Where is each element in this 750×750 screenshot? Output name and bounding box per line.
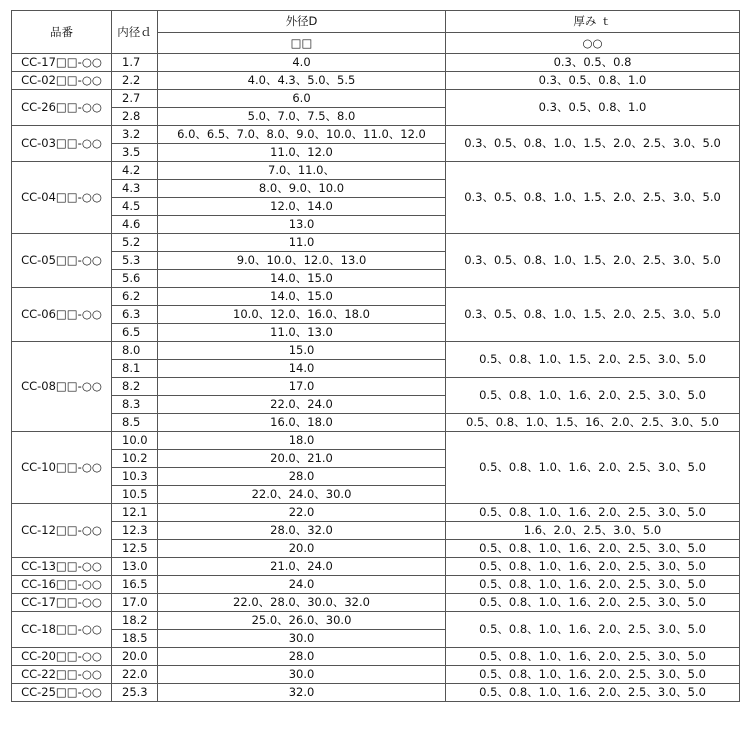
inner-diameter-cell: 6.2 [112,288,158,306]
inner-diameter-cell: 3.2 [112,126,158,144]
inner-diameter-cell: 12.1 [112,504,158,522]
outer-diameter-cell: 11.0 [158,234,446,252]
thickness-cell: 0.5、0.8、1.0、1.6、2.0、2.5、3.0、5.0 [446,558,740,576]
thickness-cell: 0.5、0.8、1.0、1.6、2.0、2.5、3.0、5.0 [446,612,740,648]
outer-diameter-cell: 9.0、10.0、12.0、13.0 [158,252,446,270]
outer-diameter-cell: 5.0、7.0、7.5、8.0 [158,108,446,126]
inner-diameter-cell: 12.3 [112,522,158,540]
thickness-cell: 0.3、0.5、0.8、1.0 [446,72,740,90]
inner-diameter-cell: 10.3 [112,468,158,486]
thickness-cell: 0.5、0.8、1.0、1.6、2.0、2.5、3.0、5.0 [446,432,740,504]
part-number-cell: CC-17□□-○○ [12,54,112,72]
thickness-cell: 0.5、0.8、1.0、1.5、16、2.0、2.5、3.0、5.0 [446,414,740,432]
outer-diameter-cell: 12.0、14.0 [158,198,446,216]
header-part-no: 品番 [12,11,112,54]
outer-diameter-cell: 20.0 [158,540,446,558]
table-row [12,576,740,594]
inner-diameter-cell: 4.2 [112,162,158,180]
part-number-cell: CC-10□□-○○ [12,432,112,504]
inner-diameter-cell: 4.3 [112,180,158,198]
outer-diameter-cell: 14.0 [158,360,446,378]
inner-diameter-cell: 18.5 [112,630,158,648]
outer-diameter-cell: 22.0、24.0、30.0 [158,486,446,504]
inner-diameter-cell: 8.3 [112,396,158,414]
outer-diameter-cell: 17.0 [158,378,446,396]
table-row [12,522,740,540]
thickness-cell: 0.5、0.8、1.0、1.6、2.0、2.5、3.0、5.0 [446,540,740,558]
outer-diameter-cell: 6.0 [158,90,446,108]
part-number-cell: CC-18□□-○○ [12,612,112,648]
table-row [12,126,740,144]
inner-diameter-cell: 1.7 [112,54,158,72]
thickness-cell: 0.3、0.5、0.8、1.0、1.5、2.0、2.5、3.0、5.0 [446,234,740,288]
table-body [12,54,740,702]
inner-diameter-cell: 18.2 [112,612,158,630]
part-number-cell: CC-12□□-○○ [12,504,112,558]
outer-diameter-cell: 11.0、12.0 [158,144,446,162]
outer-diameter-cell: 10.0、12.0、16.0、18.0 [158,306,446,324]
inner-diameter-cell: 22.0 [112,666,158,684]
table-header [12,11,740,54]
table-row [12,234,740,252]
table-row [12,414,740,432]
thickness-cell: 0.5、0.8、1.0、1.6、2.0、2.5、3.0、5.0 [446,576,740,594]
table-row [12,288,740,306]
thickness-cell: 0.3、0.5、0.8、1.0 [446,90,740,126]
part-number-cell: CC-22□□-○○ [12,666,112,684]
part-number-cell: CC-16□□-○○ [12,576,112,594]
thickness-cell: 0.5、0.8、1.0、1.6、2.0、2.5、3.0、5.0 [446,666,740,684]
outer-diameter-cell: 11.0、13.0 [158,324,446,342]
table-row [12,54,740,72]
outer-diameter-cell: 14.0、15.0 [158,270,446,288]
outer-diameter-cell: 16.0、18.0 [158,414,446,432]
table-row [12,684,740,702]
inner-diameter-cell: 4.5 [112,198,158,216]
part-number-cell: CC-03□□-○○ [12,126,112,162]
header-thickness: 厚み ｔ [446,11,740,33]
table-row [12,558,740,576]
table-row [12,648,740,666]
inner-diameter-cell: 13.0 [112,558,158,576]
outer-diameter-cell: 24.0 [158,576,446,594]
inner-diameter-cell: 5.3 [112,252,158,270]
outer-diameter-cell: 20.0、21.0 [158,450,446,468]
inner-diameter-cell: 2.7 [112,90,158,108]
part-number-cell: CC-05□□-○○ [12,234,112,288]
inner-diameter-cell: 6.3 [112,306,158,324]
header-thickness-code: ○○ [446,33,740,54]
outer-diameter-cell: 22.0、28.0、30.0、32.0 [158,594,446,612]
inner-diameter-cell: 8.2 [112,378,158,396]
inner-diameter-cell: 5.2 [112,234,158,252]
thickness-cell: 0.3、0.5、0.8 [446,54,740,72]
inner-diameter-cell: 10.2 [112,450,158,468]
outer-diameter-cell: 30.0 [158,666,446,684]
thickness-cell: 0.3、0.5、0.8、1.0、1.5、2.0、2.5、3.0、5.0 [446,126,740,162]
header-outer-diameter-code: □□ [158,33,446,54]
part-number-cell: CC-20□□-○○ [12,648,112,666]
part-number-cell: CC-13□□-○○ [12,558,112,576]
outer-diameter-cell: 15.0 [158,342,446,360]
thickness-cell: 0.5、0.8、1.0、1.5、2.0、2.5、3.0、5.0 [446,342,740,378]
table-row [12,612,740,630]
thickness-cell: 0.3、0.5、0.8、1.0、1.5、2.0、2.5、3.0、5.0 [446,288,740,342]
inner-diameter-cell: 2.2 [112,72,158,90]
inner-diameter-cell: 10.5 [112,486,158,504]
part-number-cell: CC-25□□-○○ [12,684,112,702]
inner-diameter-cell: 8.5 [112,414,158,432]
part-number-cell: CC-06□□-○○ [12,288,112,342]
inner-diameter-cell: 8.1 [112,360,158,378]
table-row [12,342,740,360]
inner-diameter-cell: 20.0 [112,648,158,666]
spec-table [11,10,740,702]
inner-diameter-cell: 5.6 [112,270,158,288]
table-row [12,378,740,396]
outer-diameter-cell: 28.0 [158,468,446,486]
thickness-cell: 0.5、0.8、1.0、1.6、2.0、2.5、3.0、5.0 [446,378,740,414]
outer-diameter-cell: 30.0 [158,630,446,648]
table-row [12,72,740,90]
thickness-cell: 0.5、0.8、1.0、1.6、2.0、2.5、3.0、5.0 [446,684,740,702]
outer-diameter-cell: 4.0 [158,54,446,72]
outer-diameter-cell: 22.0、24.0 [158,396,446,414]
table-row [12,162,740,180]
outer-diameter-cell: 18.0 [158,432,446,450]
inner-diameter-cell: 6.5 [112,324,158,342]
table-row [12,504,740,522]
outer-diameter-cell: 7.0、11.0、 [158,162,446,180]
outer-diameter-cell: 14.0、15.0 [158,288,446,306]
thickness-cell: 0.5、0.8、1.0、1.6、2.0、2.5、3.0、5.0 [446,594,740,612]
inner-diameter-cell: 3.5 [112,144,158,162]
inner-diameter-cell: 10.0 [112,432,158,450]
outer-diameter-cell: 28.0、32.0 [158,522,446,540]
table-row [12,666,740,684]
outer-diameter-cell: 22.0 [158,504,446,522]
table-row [12,432,740,450]
inner-diameter-cell: 12.5 [112,540,158,558]
part-number-cell: CC-17□□-○○ [12,594,112,612]
inner-diameter-cell: 8.0 [112,342,158,360]
outer-diameter-cell: 32.0 [158,684,446,702]
thickness-cell: 0.5、0.8、1.0、1.6、2.0、2.5、3.0、5.0 [446,648,740,666]
inner-diameter-cell: 4.6 [112,216,158,234]
inner-diameter-cell: 25.3 [112,684,158,702]
outer-diameter-cell: 28.0 [158,648,446,666]
part-number-cell: CC-02□□-○○ [12,72,112,90]
outer-diameter-cell: 4.0、4.3、5.0、5.5 [158,72,446,90]
thickness-cell: 0.5、0.8、1.0、1.6、2.0、2.5、3.0、5.0 [446,504,740,522]
header-inner-diameter: 内径ｄ [112,11,158,54]
inner-diameter-cell: 2.8 [112,108,158,126]
outer-diameter-cell: 6.0、6.5、7.0、8.0、9.0、10.0、11.0、12.0 [158,126,446,144]
outer-diameter-cell: 21.0、24.0 [158,558,446,576]
thickness-cell: 0.3、0.5、0.8、1.0、1.5、2.0、2.5、3.0、5.0 [446,162,740,234]
header-outer-diameter: 外径D [158,11,446,33]
table-row [12,540,740,558]
table-row [12,90,740,108]
outer-diameter-cell: 25.0、26.0、30.0 [158,612,446,630]
part-number-cell: CC-26□□-○○ [12,90,112,126]
part-number-cell: CC-04□□-○○ [12,162,112,234]
outer-diameter-cell: 13.0 [158,216,446,234]
part-number-cell: CC-08□□-○○ [12,342,112,432]
thickness-cell: 1.6、2.0、2.5、3.0、5.0 [446,522,740,540]
table-row [12,594,740,612]
inner-diameter-cell: 16.5 [112,576,158,594]
outer-diameter-cell: 8.0、9.0、10.0 [158,180,446,198]
inner-diameter-cell: 17.0 [112,594,158,612]
